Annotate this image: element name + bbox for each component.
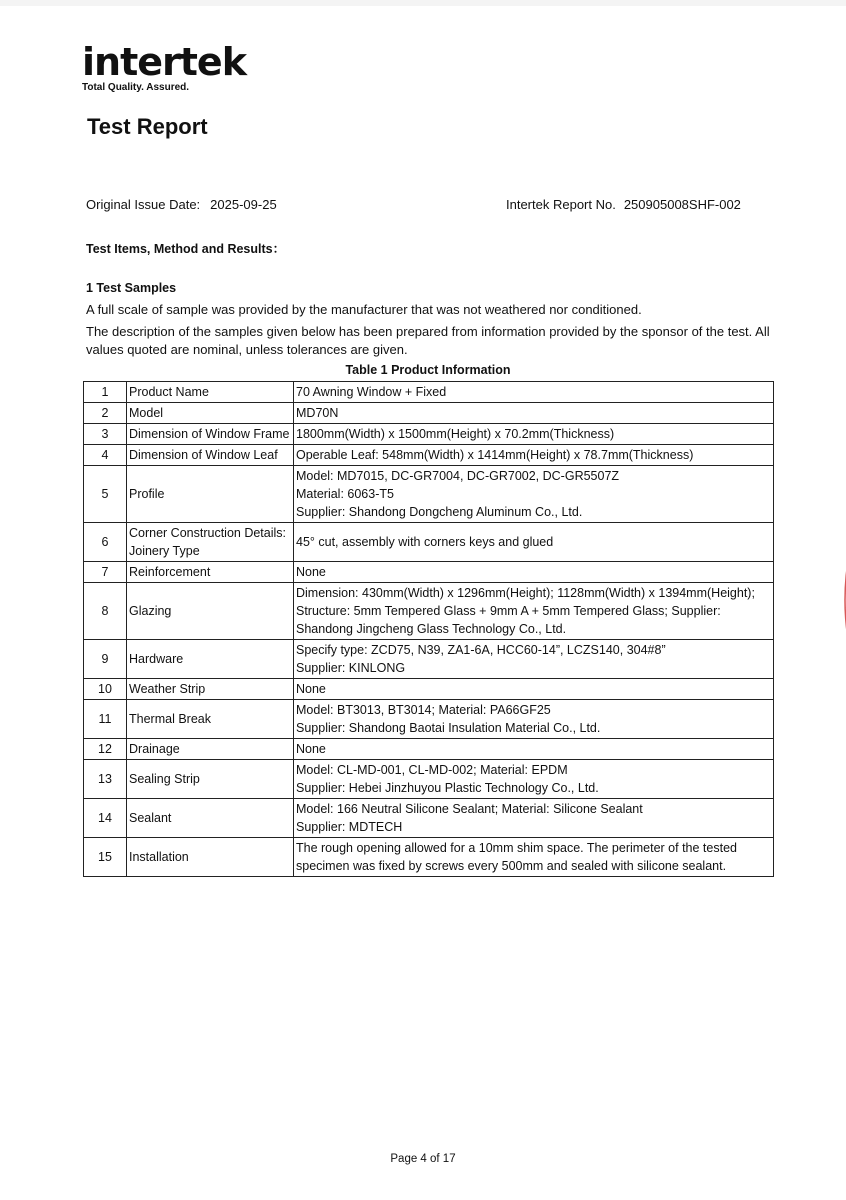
- row-item: Corner Construction Details: Joinery Type: [127, 523, 294, 562]
- row-description: [294, 562, 774, 583]
- row-number: 15: [84, 838, 127, 877]
- description-line: Supplier: MDTECH: [296, 820, 403, 834]
- description-line: None: [296, 682, 326, 696]
- table-row: [84, 583, 774, 640]
- row-item: Profile: [127, 466, 294, 523]
- row-description: [294, 424, 774, 445]
- logo-wordmark: intertek: [82, 40, 246, 84]
- table-row: [84, 700, 774, 739]
- description-line: Supplier: Shandong Baotai Insulation Material Co., Ltd.: [296, 721, 601, 735]
- row-number: 14: [84, 799, 127, 838]
- table-row: [84, 523, 774, 562]
- row-description: [294, 838, 774, 877]
- report-number-line: [506, 197, 741, 212]
- row-number: 10: [84, 679, 127, 700]
- red-stamp-edge: [838, 548, 846, 652]
- description-line: Dimension: 430mm(Width) x 1296mm(Height); 1128mm(Width) x 1394mm(Height); Structure: 5mm Tempered Glass + 9mm A + 5mm Tempered Glass; Supplier: Shandong Jingcheng Glass Technology Co., Ltd.: [296, 586, 755, 636]
- row-number: 2: [84, 403, 127, 424]
- row-number: 12: [84, 739, 127, 760]
- row-item: Product Name: [127, 382, 294, 403]
- description-line: MD70N: [296, 406, 339, 420]
- row-description: [294, 700, 774, 739]
- row-item: Thermal Break: [127, 700, 294, 739]
- description-line: Supplier: Shandong Dongcheng Aluminum Co., Ltd.: [296, 505, 583, 519]
- table-row: [84, 424, 774, 445]
- row-item: Hardware: [127, 640, 294, 679]
- page-title: Test Report: [87, 114, 208, 139]
- row-item: Dimension of Window Frame: [127, 424, 294, 445]
- table-row: [84, 760, 774, 799]
- table-row: [84, 445, 774, 466]
- description-line: Specify type: ZCD75, N39, ZA1-6A, HCC60-14”, LCZS140, 304#8”: [296, 643, 666, 657]
- row-item: Glazing: [127, 583, 294, 640]
- description-line: Material: 6063-T5: [296, 487, 394, 501]
- description-line: 70 Awning Window + Fixed: [296, 385, 447, 399]
- row-description: [294, 640, 774, 679]
- description-line: Model: 166 Neutral Silicone Sealant; Material: Silicone Sealant: [296, 802, 643, 816]
- report-number-value: 250905008SHF-002: [623, 197, 741, 212]
- items-heading: Test Items, Method and Results：: [86, 242, 286, 256]
- row-description: [294, 403, 774, 424]
- product-info-table: [83, 381, 774, 877]
- row-item: Sealant: [127, 799, 294, 838]
- row-description: [294, 739, 774, 760]
- table-row: [84, 562, 774, 583]
- row-number: 8: [84, 583, 127, 640]
- table-row: [84, 403, 774, 424]
- table-row: [84, 382, 774, 403]
- description-line: None: [296, 742, 326, 756]
- row-description: [294, 466, 774, 523]
- row-description: [294, 523, 774, 562]
- row-number: 1: [84, 382, 127, 403]
- top-band: [0, 0, 846, 6]
- page-number: Page 4 of 17: [390, 1153, 456, 1165]
- row-description: [294, 679, 774, 700]
- row-item: Reinforcement: [127, 562, 294, 583]
- paragraph-sample-description: The description of the samples given below has been prepared from information provided by the sponsor of the test. All values quoted are nominal, unless tolerances are given.: [86, 324, 770, 357]
- table-row: [84, 679, 774, 700]
- logo-tagline: Total Quality. Assured.: [82, 82, 190, 93]
- issue-date-value: 2025-09-25: [210, 197, 277, 212]
- description-line: Model: MD7015, DC-GR7004, DC-GR7002, DC-GR5507Z: [296, 469, 620, 483]
- description-line: Supplier: KINLONG: [296, 661, 406, 675]
- report-number-label: Intertek Report No.: [506, 197, 616, 212]
- row-description: [294, 799, 774, 838]
- row-description: [294, 760, 774, 799]
- paragraph-sample-provided: A full scale of sample was provided by the manufacturer that was not weathered nor conditioned.: [86, 302, 642, 317]
- row-number: 4: [84, 445, 127, 466]
- table-caption: Table 1 Product Information: [345, 363, 511, 377]
- row-description: [294, 382, 774, 403]
- table-row: [84, 739, 774, 760]
- company-logo: [82, 42, 246, 93]
- description-line: Operable Leaf: 548mm(Width) x 1414mm(Height) x 78.7mm(Thickness): [296, 448, 694, 462]
- row-item: Weather Strip: [127, 679, 294, 700]
- row-number: 3: [84, 424, 127, 445]
- description-line: None: [296, 565, 326, 579]
- row-number: 11: [84, 700, 127, 739]
- row-number: 9: [84, 640, 127, 679]
- row-number: 7: [84, 562, 127, 583]
- table-row: [84, 640, 774, 679]
- row-number: 13: [84, 760, 127, 799]
- row-item: Drainage: [127, 739, 294, 760]
- description-line: 1800mm(Width) x 1500mm(Height) x 70.2mm(Thickness): [296, 427, 615, 441]
- row-item: Dimension of Window Leaf: [127, 445, 294, 466]
- row-number: 5: [84, 466, 127, 523]
- issue-date-line: [86, 197, 277, 212]
- table-row: [84, 838, 774, 877]
- section-title: 1 Test Samples: [86, 281, 177, 295]
- description-line: Supplier: Hebei Jinzhuyou Plastic Technology Co., Ltd.: [296, 781, 599, 795]
- row-item: Installation: [127, 838, 294, 877]
- row-description: [294, 445, 774, 466]
- table-row: [84, 799, 774, 838]
- description-line: Model: CL-MD-001, CL-MD-002; Material: EPDM: [296, 763, 568, 777]
- table-row: [84, 466, 774, 523]
- row-item: Model: [127, 403, 294, 424]
- row-number: 6: [84, 523, 127, 562]
- description-line: The rough opening allowed for a 10mm shim space. The perimeter of the tested specimen was fixed by screws every 500mm and sealed with silicone sealant.: [296, 841, 737, 873]
- row-description: [294, 583, 774, 640]
- issue-date-label: Original Issue Date:: [86, 197, 201, 212]
- row-item: Sealing Strip: [127, 760, 294, 799]
- description-line: Model: BT3013, BT3014; Material: PA66GF25: [296, 703, 551, 717]
- description-line: 45° cut, assembly with corners keys and glued: [296, 535, 554, 549]
